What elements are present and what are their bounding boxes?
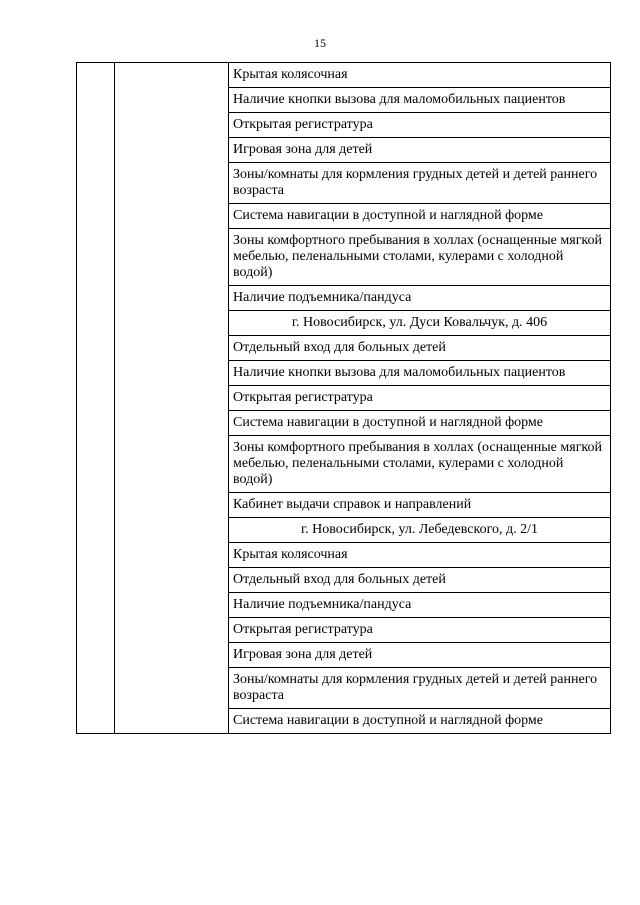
empty-column-2 [115, 63, 229, 734]
facility-cell: Наличие кнопки вызова для маломобильных пациентов [229, 361, 611, 386]
facility-cell: Зоны/комнаты для кормления грудных детей и детей раннего возраста [229, 163, 611, 204]
facility-cell: Открытая регистратура [229, 386, 611, 411]
page-number: 15 [314, 36, 326, 50]
facility-cell: Кабинет выдачи справок и направлений [229, 493, 611, 518]
facility-cell: Крытая колясочная [229, 63, 611, 88]
facility-cell: Игровая зона для детей [229, 138, 611, 163]
facility-cell: Открытая регистратура [229, 113, 611, 138]
facility-cell: Система навигации в доступной и наглядной форме [229, 204, 611, 229]
facility-cell: Система навигации в доступной и наглядной форме [229, 411, 611, 436]
facility-cell: Игровая зона для детей [229, 643, 611, 668]
facility-cell: Крытая колясочная [229, 543, 611, 568]
facility-cell: Зоны комфортного пребывания в холлах (оснащенные мягкой мебелью, пеленальными столами, кулерами с холодной водой) [229, 229, 611, 286]
facilities-table [76, 62, 611, 734]
address-cell: г. Новосибирск, ул. Лебедевского, д. 2/1 [229, 518, 611, 543]
table-row [77, 63, 611, 88]
facility-cell: Зоны комфортного пребывания в холлах (оснащенные мягкой мебелью, пеленальными столами, кулерами с холодной водой) [229, 436, 611, 493]
facility-cell: Открытая регистратура [229, 618, 611, 643]
facility-cell: Система навигации в доступной и наглядной форме [229, 709, 611, 734]
facility-cell: Зоны/комнаты для кормления грудных детей и детей раннего возраста [229, 668, 611, 709]
facility-cell: Наличие подъемника/пандуса [229, 286, 611, 311]
empty-column-1 [77, 63, 115, 734]
facilities-table-body [77, 63, 611, 734]
facility-cell: Отдельный вход для больных детей [229, 568, 611, 593]
facility-cell: Наличие кнопки вызова для маломобильных пациентов [229, 88, 611, 113]
facility-cell: Отдельный вход для больных детей [229, 336, 611, 361]
address-cell: г. Новосибирск, ул. Дуси Ковальчук, д. 406 [229, 311, 611, 336]
facility-cell: Наличие подъемника/пандуса [229, 593, 611, 618]
